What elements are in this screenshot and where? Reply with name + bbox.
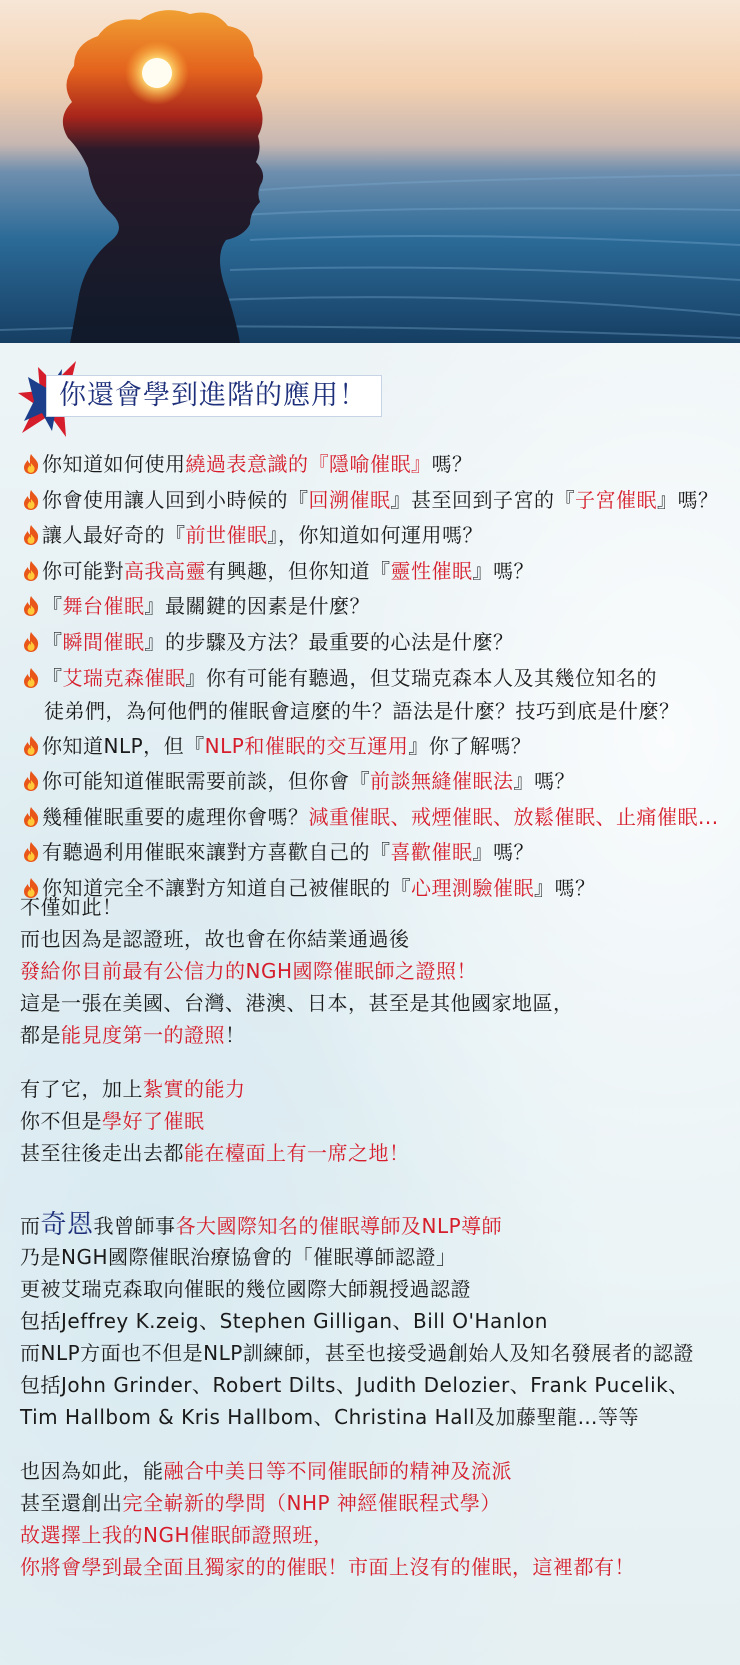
teacher-paragraph [20, 1209, 694, 1433]
text-segment: 子宮催眠 [575, 487, 657, 512]
text-segment: 學好了催眠 [102, 1109, 205, 1133]
text-segment: 』嗎？ [657, 487, 719, 512]
text-segment: 前世催眠 [185, 523, 268, 548]
question-line [22, 695, 732, 727]
text-segment: 而NLP方面也不但是NLP訓練師，甚至也接受過創始人及知名發展者的認證 [20, 1341, 694, 1365]
text-segment: 包括John Grinder、Robert Dilts、Judith Delozier、Frank Pucelik、 [20, 1373, 689, 1397]
text-segment: 各大國際知名的催眠導師及NLP導師 [175, 1214, 503, 1238]
flame-icon [22, 631, 40, 653]
text-segment: 』嗎？ [513, 769, 575, 794]
text-segment: 』甚至回到子宮的『 [390, 487, 575, 512]
text-segment: 有了它，加上 [20, 1077, 143, 1101]
text-segment: 減重催眠、戒煙催眠、放鬆催眠、止痛催眠... [308, 804, 719, 829]
text-segment: 乃是NGH國際催眠治療協會的「催眠導師認證」 [20, 1245, 457, 1269]
question-item [22, 729, 732, 765]
sunset-silhouette-illustration [0, 0, 740, 343]
hero-image [0, 0, 740, 343]
text-segment: 回溯催眠 [308, 487, 391, 512]
question-item [22, 835, 732, 871]
text-segment: 』最關鍵的因素是什麼？ [144, 594, 370, 619]
paragraph-line [20, 1401, 694, 1433]
question-item [22, 625, 732, 661]
text-segment: 心理測驗催眠 [411, 875, 534, 900]
text-segment: 而也因為是認證班，故也會在你結業通過後 [20, 927, 410, 951]
question-item [22, 483, 732, 519]
text-segment: 融合中美日等不同催眠師的精神及流派 [163, 1459, 512, 1483]
text-segment: 『 [42, 629, 63, 654]
paragraph-line [20, 1551, 635, 1583]
flame-icon [22, 667, 40, 689]
question-item [22, 447, 732, 483]
paragraph-line [20, 923, 574, 955]
flame-icon [22, 595, 40, 617]
text-segment: 發給你目前最有公信力的NGH國際催眠師之證照！ [20, 959, 477, 983]
paragraph-line [20, 1073, 410, 1105]
text-segment: 完全嶄新的學問（NHP 神經催眠程式學） [122, 1491, 501, 1515]
paragraph-line [20, 1337, 694, 1369]
text-segment: 前談無縫催眠法 [370, 769, 514, 794]
section-header [18, 355, 518, 439]
paragraph-line [20, 1487, 635, 1519]
text-segment: 而 [20, 1214, 41, 1238]
text-segment: 也因為如此，能 [20, 1459, 164, 1483]
paragraph-line [20, 955, 574, 987]
flame-icon [22, 489, 40, 511]
text-segment: 有興趣，但你知道『 [206, 558, 391, 583]
paragraph-line [20, 1137, 410, 1169]
paragraph-line [20, 891, 574, 923]
text-segment: 靈性催眠 [390, 558, 473, 583]
flame-icon [22, 524, 40, 546]
flame-icon [22, 770, 40, 792]
text-segment: 讓人最好奇的『 [42, 523, 186, 548]
text-segment: 都是 [20, 1023, 61, 1047]
text-segment: 高我高靈 [124, 558, 206, 583]
flame-icon [22, 560, 40, 582]
flame-icon [22, 453, 40, 475]
text-segment: 你知道完全不讓對方知道自己被催眠的『 [42, 875, 411, 900]
text-segment: 』嗎？ [472, 558, 534, 583]
question-item [22, 800, 732, 836]
paragraph-line [20, 1305, 694, 1337]
text-segment: 有聽過利用催眠來讓對方喜歡自己的『 [42, 840, 391, 865]
text-segment: 我曾師事 [93, 1214, 176, 1238]
paragraph-line [20, 1273, 694, 1305]
text-segment: 奇恩 [40, 1210, 94, 1240]
flame-icon [22, 735, 40, 757]
question-item [22, 554, 732, 590]
flame-icon [22, 806, 40, 828]
text-segment: 艾瑞克森催眠 [62, 665, 186, 690]
question-line [22, 661, 732, 695]
text-segment: 』你了解嗎？ [408, 733, 532, 758]
paragraph-line [20, 1455, 635, 1487]
text-segment: 幾種催眠重要的處理你會嗎？ [42, 804, 309, 829]
conclusion-paragraph [20, 1455, 635, 1583]
content-area [0, 343, 740, 1665]
ability-paragraph [20, 1073, 410, 1169]
section-title: 你還會學到進階的應用！ [46, 375, 382, 417]
text-segment: 舞台催眠 [62, 594, 145, 619]
text-segment: 這是一張在美國、台灣、港澳、日本，甚至是其他國家地區， [20, 991, 574, 1015]
paragraph-line [20, 1209, 694, 1241]
text-segment: 甚至還創出 [20, 1491, 123, 1515]
paragraph-line [20, 1519, 635, 1551]
paragraph-line [20, 1105, 410, 1137]
text-segment: 繞過表意識的『隱喻催眠』 [185, 452, 432, 476]
paragraph-line [20, 987, 574, 1019]
text-segment: 更被艾瑞克森取向催眠的幾位國際大師親授過認證 [20, 1277, 471, 1301]
text-segment: 喜歡催眠 [390, 840, 473, 865]
text-segment: ！ [225, 1023, 246, 1047]
text-segment: 你知道如何使用 [42, 452, 186, 476]
text-segment: 你不但是 [20, 1109, 102, 1133]
text-segment: 你可能對 [42, 558, 124, 583]
paragraph-line [20, 1369, 694, 1401]
text-segment: 不僅如此！ [20, 895, 123, 919]
question-item [22, 518, 732, 554]
text-segment: NLP和催眠的交互運用 [204, 733, 409, 758]
question-item [22, 764, 732, 800]
question-item [22, 661, 732, 729]
text-segment: Tim Hallbom & Kris Hallbom、Christina Hall及加藤聖龍…等等 [20, 1405, 640, 1429]
text-segment: 甚至往後走出去都 [20, 1141, 184, 1165]
text-segment: 『 [42, 594, 63, 619]
text-segment: 能見度第一的證照 [61, 1023, 225, 1047]
paragraph-line [20, 1241, 694, 1273]
text-segment: 你將會學到最全面且獨家的的催眠！市面上沒有的催眠，這裡都有！ [20, 1555, 635, 1579]
text-segment: 能在檯面上有一席之地！ [184, 1141, 410, 1165]
text-segment: 瞬間催眠 [62, 629, 145, 654]
text-segment: 你知道NLP，但『 [42, 733, 205, 758]
text-segment: 徒弟們，為何他們的催眠會這麼的牛？語法是什麼？技巧到底是什麼？ [44, 698, 680, 723]
text-segment: 你可能知道催眠需要前談，但你會『 [42, 769, 370, 794]
text-segment: 』嗎？ [534, 875, 596, 900]
text-segment: 』嗎？ [472, 840, 534, 865]
text-segment: 嗎？ [431, 452, 473, 476]
certificate-paragraph [20, 891, 574, 1051]
question-item [22, 589, 732, 625]
text-segment: 你會使用讓人回到小時候的『 [42, 487, 309, 512]
text-segment: 『 [42, 665, 63, 690]
flame-icon [22, 841, 40, 863]
text-segment: 紮實的能力 [143, 1077, 246, 1101]
paragraph-line [20, 1019, 574, 1051]
text-segment: 』你有可能有聽過，但艾瑞克森本人及其幾位知名的 [185, 665, 657, 690]
question-list [22, 447, 732, 907]
text-segment: 』的步驟及方法？最重要的心法是什麼？ [144, 629, 514, 654]
text-segment: 故選擇上我的NGH催眠師證照班， [20, 1523, 334, 1547]
text-segment: 包括Jeffrey K.zeig、Stephen Gilligan、Bill O'Hanlon [20, 1309, 548, 1333]
text-segment: 』，你知道如何運用嗎？ [267, 523, 483, 548]
